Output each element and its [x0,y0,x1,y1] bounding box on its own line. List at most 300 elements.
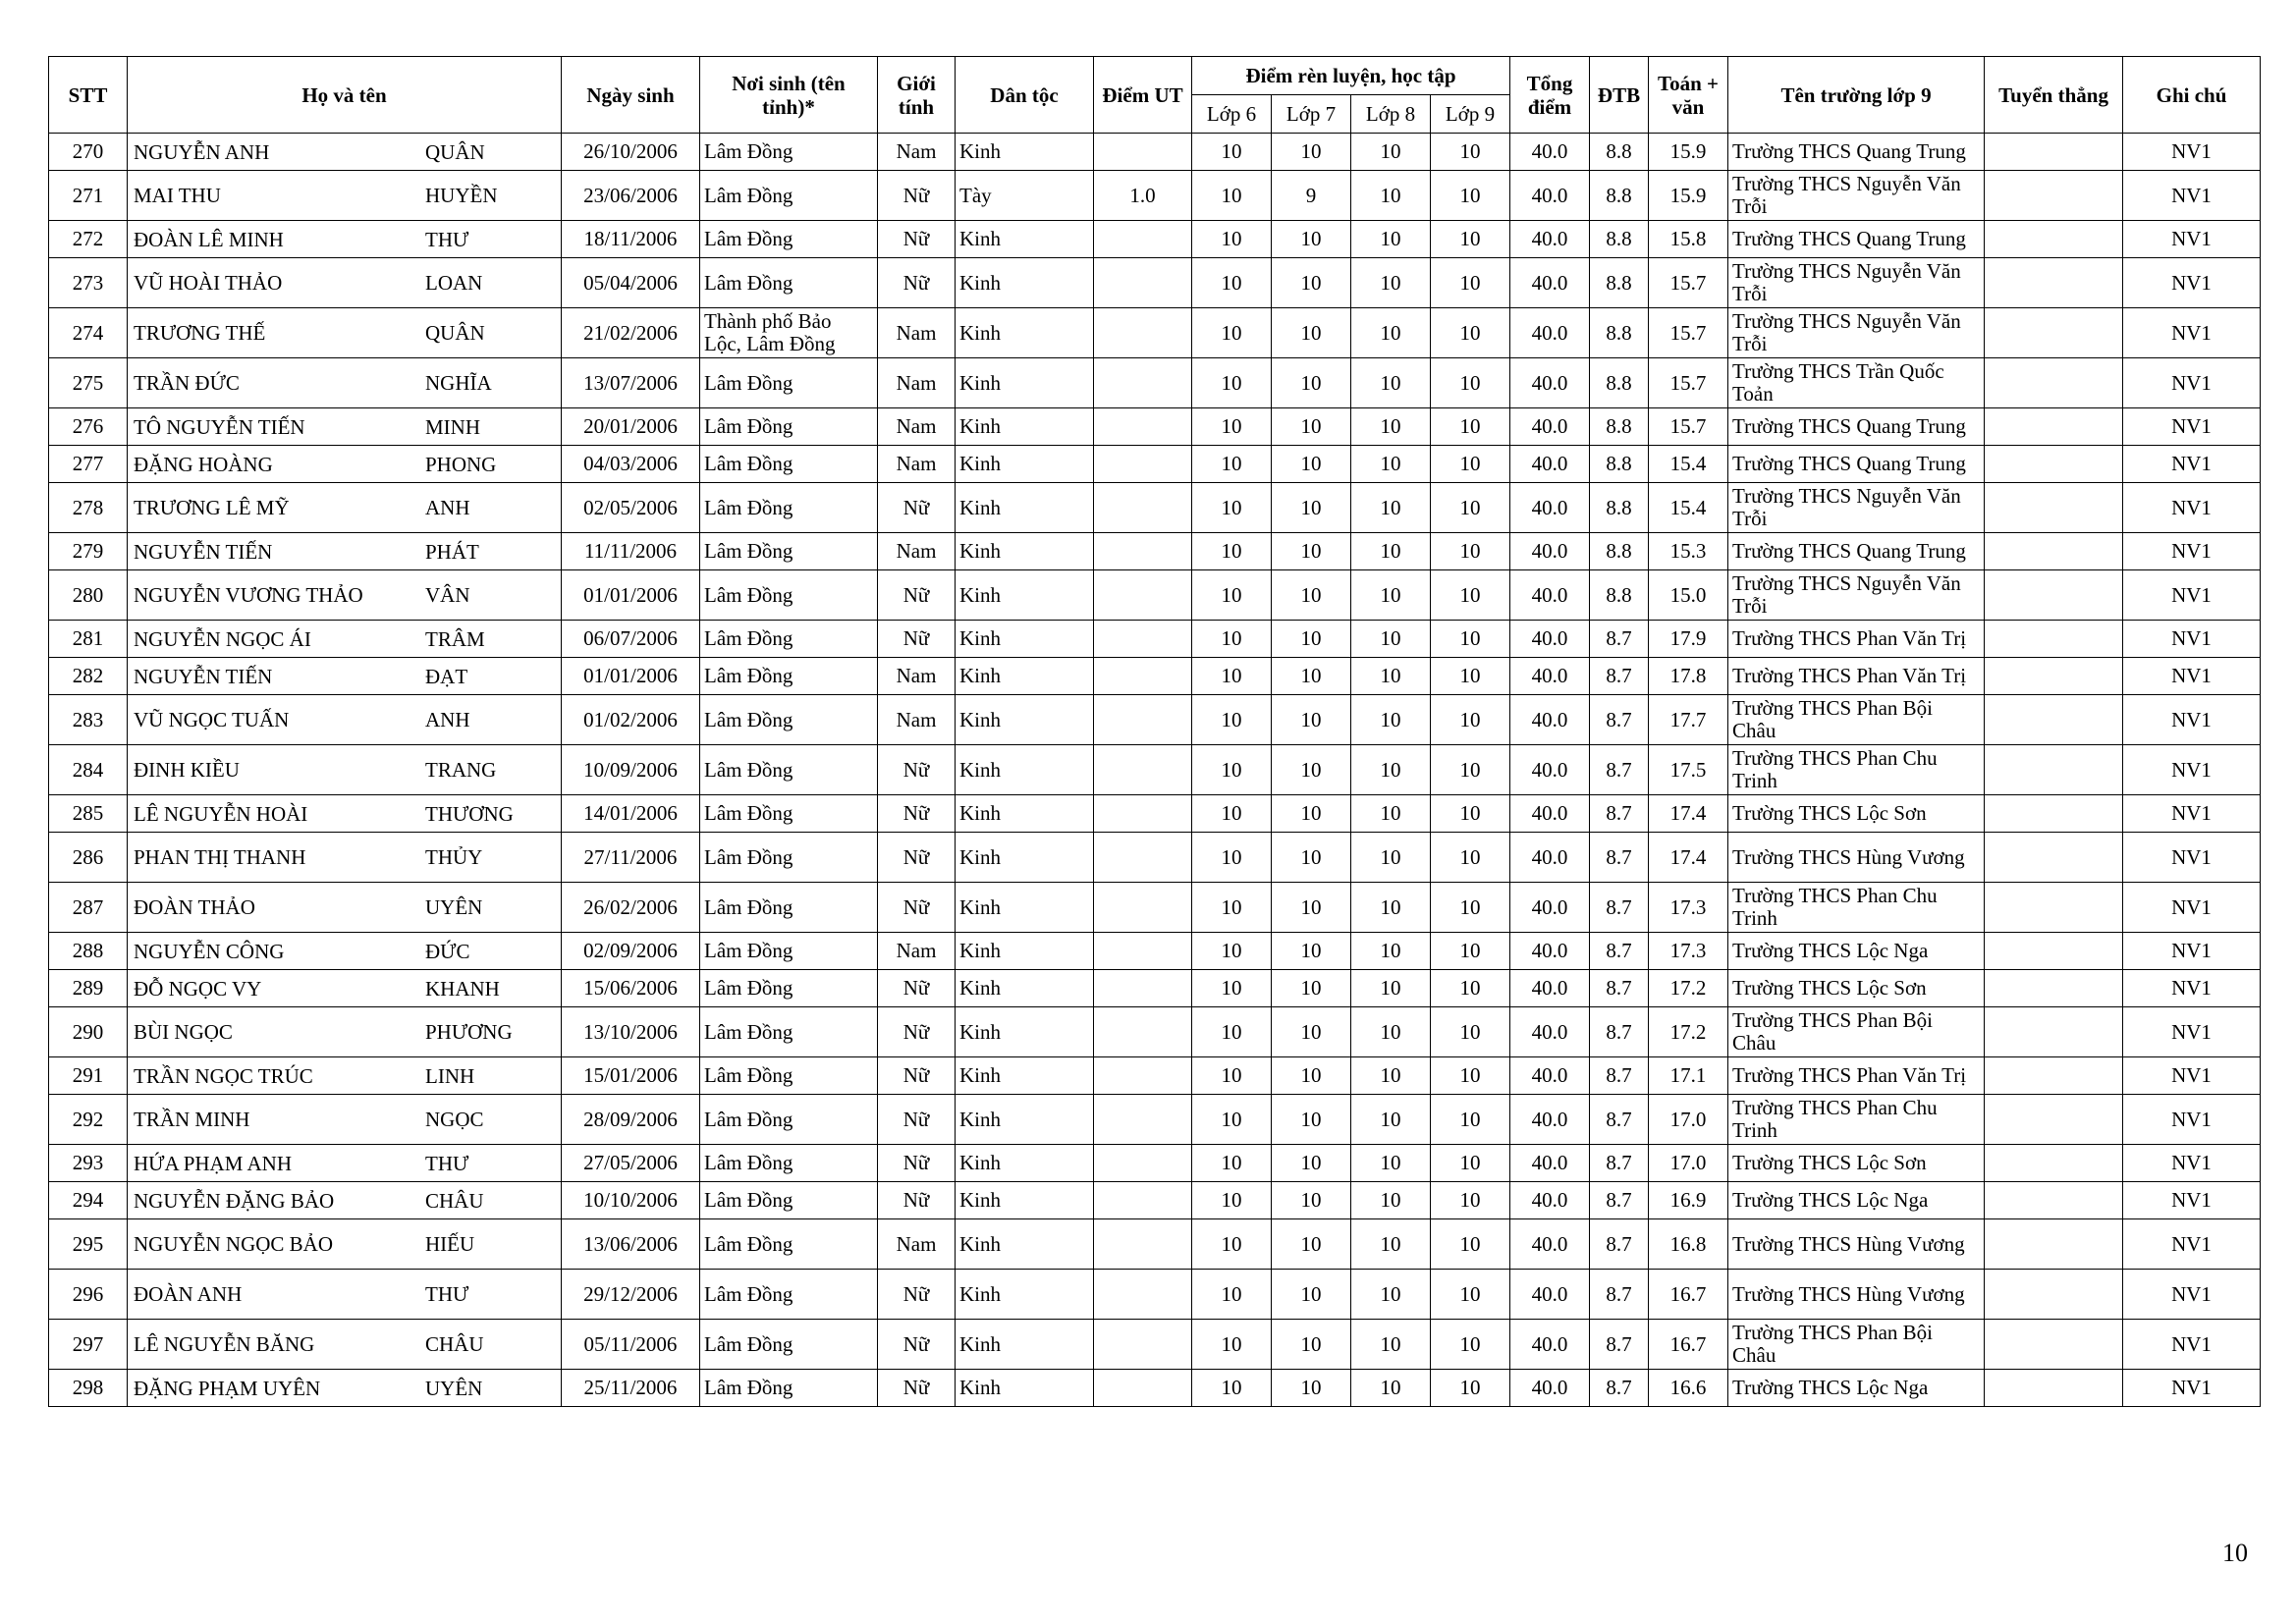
cell-dtb: 8.8 [1590,408,1649,446]
cell-ho-ten [128,1270,562,1320]
cell-ngay-sinh: 15/01/2006 [562,1057,700,1095]
cell-tong-diem: 40.0 [1510,1145,1590,1182]
cell-tong-diem: 40.0 [1510,258,1590,308]
cell-tong-diem: 40.0 [1510,933,1590,970]
cell-diem-ut [1094,933,1192,970]
cell-ghi-chu: NV1 [2123,483,2261,533]
cell-lop7: 10 [1272,695,1351,745]
cell-tong-diem: 40.0 [1510,1370,1590,1407]
cell-dtb: 8.7 [1590,933,1649,970]
cell-tuyen-thang [1985,258,2123,308]
cell-ngay-sinh: 13/07/2006 [562,358,700,408]
cell-ghi-chu: NV1 [2123,134,2261,171]
header-lop6: Lớp 6 [1192,95,1272,134]
cell-lop6: 10 [1192,308,1272,358]
cell-lop8: 10 [1351,658,1431,695]
surname-text: ĐẶNG HOÀNG [134,452,273,476]
cell-dan-toc: Kinh [956,695,1094,745]
cell-ngay-sinh: 02/09/2006 [562,933,700,970]
cell-tong-diem: 40.0 [1510,221,1590,258]
cell-noi-sinh: Lâm Đồng [700,745,878,795]
cell-ghi-chu: NV1 [2123,795,2261,833]
cell-noi-sinh: Lâm Đồng [700,883,878,933]
cell-toan-van: 15.9 [1649,171,1728,221]
cell-lop8: 10 [1351,533,1431,570]
cell-lop7: 10 [1272,258,1351,308]
cell-lop8: 10 [1351,171,1431,221]
cell-noi-sinh: Lâm Đồng [700,1219,878,1270]
header-ngay-sinh: Ngày sinh [562,57,700,134]
cell-lop9: 10 [1431,533,1510,570]
cell-tuyen-thang [1985,533,2123,570]
cell-ghi-chu: NV1 [2123,833,2261,883]
cell-ten-truong: Trường THCS Lộc Sơn [1728,1145,1985,1182]
cell-gioi-tinh: Nữ [878,258,956,308]
cell-lop8: 10 [1351,221,1431,258]
cell-noi-sinh: Lâm Đồng [700,171,878,221]
cell-ghi-chu: NV1 [2123,1182,2261,1219]
cell-ho-ten [128,695,562,745]
cell-tong-diem: 40.0 [1510,795,1590,833]
cell-lop8: 10 [1351,695,1431,745]
cell-tuyen-thang [1985,570,2123,621]
cell-ho-ten [128,483,562,533]
cell-ten-truong: Trường THCS Lộc Nga [1728,1182,1985,1219]
cell-noi-sinh: Lâm Đồng [700,358,878,408]
cell-stt: 275 [49,358,128,408]
cell-tong-diem: 40.0 [1510,308,1590,358]
table-row [49,358,2261,408]
cell-ten-truong: Trường THCS Phan Bội Châu [1728,1007,1985,1057]
cell-lop7: 9 [1272,171,1351,221]
cell-ten-truong: Trường THCS Phan Văn Trị [1728,658,1985,695]
cell-dtb: 8.8 [1590,258,1649,308]
cell-ho-ten [128,308,562,358]
given-name-text: THƯ [425,227,469,251]
table-body [49,134,2261,1407]
cell-lop6: 10 [1192,933,1272,970]
cell-stt: 290 [49,1007,128,1057]
cell-lop6: 10 [1192,1007,1272,1057]
cell-ho-ten [128,1370,562,1407]
cell-lop6: 10 [1192,408,1272,446]
cell-toan-van: 17.2 [1649,1007,1728,1057]
table-row [49,795,2261,833]
cell-dtb: 8.8 [1590,446,1649,483]
cell-toan-van: 17.4 [1649,833,1728,883]
cell-ten-truong: Trường THCS Phan Bội Châu [1728,1320,1985,1370]
cell-dan-toc: Kinh [956,883,1094,933]
table-row [49,1219,2261,1270]
cell-ho-ten [128,621,562,658]
cell-noi-sinh: Lâm Đồng [700,833,878,883]
cell-ngay-sinh: 01/01/2006 [562,658,700,695]
cell-lop7: 10 [1272,358,1351,408]
cell-lop8: 10 [1351,1370,1431,1407]
cell-stt: 272 [49,221,128,258]
cell-tuyen-thang [1985,833,2123,883]
cell-tuyen-thang [1985,1370,2123,1407]
header-ten-truong: Tên trường lớp 9 [1728,57,1985,134]
cell-gioi-tinh: Nam [878,933,956,970]
given-name-text: ANH [425,496,470,520]
cell-lop6: 10 [1192,258,1272,308]
cell-ten-truong: Trường THCS Phan Văn Trị [1728,621,1985,658]
cell-lop7: 10 [1272,483,1351,533]
cell-lop6: 10 [1192,745,1272,795]
cell-gioi-tinh: Nữ [878,483,956,533]
cell-dtb: 8.8 [1590,221,1649,258]
cell-tong-diem: 40.0 [1510,621,1590,658]
surname-text: NGUYỄN TIẾN [134,664,273,688]
cell-lop9: 10 [1431,658,1510,695]
cell-stt: 295 [49,1219,128,1270]
cell-dtb: 8.7 [1590,1057,1649,1095]
cell-gioi-tinh: Nam [878,1219,956,1270]
cell-dan-toc: Kinh [956,1145,1094,1182]
cell-ghi-chu: NV1 [2123,570,2261,621]
cell-lop8: 10 [1351,833,1431,883]
cell-tuyen-thang [1985,408,2123,446]
header-stt: STT [49,57,128,134]
cell-ten-truong: Trường THCS Hùng Vương [1728,833,1985,883]
cell-tong-diem: 40.0 [1510,658,1590,695]
cell-ghi-chu: NV1 [2123,1095,2261,1145]
cell-tong-diem: 40.0 [1510,358,1590,408]
cell-gioi-tinh: Nữ [878,1145,956,1182]
cell-tuyen-thang [1985,308,2123,358]
given-name-text: UYÊN [425,895,483,920]
cell-tong-diem: 40.0 [1510,533,1590,570]
cell-lop8: 10 [1351,408,1431,446]
cell-tuyen-thang [1985,1057,2123,1095]
cell-lop6: 10 [1192,795,1272,833]
given-name-text: QUÂN [425,139,485,164]
cell-lop7: 10 [1272,308,1351,358]
cell-lop8: 10 [1351,970,1431,1007]
cell-tuyen-thang [1985,1145,2123,1182]
cell-ngay-sinh: 01/02/2006 [562,695,700,745]
table-row [49,1145,2261,1182]
cell-stt: 280 [49,570,128,621]
cell-lop8: 10 [1351,1270,1431,1320]
cell-lop6: 10 [1192,1370,1272,1407]
surname-text: NGUYỄN NGỌC ÁI [134,626,311,651]
cell-diem-ut [1094,621,1192,658]
table-row [49,446,2261,483]
cell-ghi-chu: NV1 [2123,1370,2261,1407]
cell-noi-sinh: Lâm Đồng [700,1095,878,1145]
cell-stt: 283 [49,695,128,745]
cell-ngay-sinh: 13/10/2006 [562,1007,700,1057]
cell-tuyen-thang [1985,134,2123,171]
header-noi-sinh: Nơi sinh (tên tỉnh)* [700,57,878,134]
cell-lop7: 10 [1272,1219,1351,1270]
table-row [49,933,2261,970]
header-lop8: Lớp 8 [1351,95,1431,134]
cell-dtb: 8.8 [1590,483,1649,533]
cell-toan-van: 17.0 [1649,1145,1728,1182]
cell-ho-ten [128,258,562,308]
cell-noi-sinh: Lâm Đồng [700,795,878,833]
surname-text: ĐẶNG PHẠM UYÊN [134,1376,321,1400]
header-gioi-tinh: Giới tính [878,57,956,134]
cell-ghi-chu: NV1 [2123,258,2261,308]
cell-diem-ut [1094,1145,1192,1182]
cell-tuyen-thang [1985,745,2123,795]
cell-lop6: 10 [1192,833,1272,883]
cell-tong-diem: 40.0 [1510,408,1590,446]
cell-lop9: 10 [1431,134,1510,171]
cell-stt: 298 [49,1370,128,1407]
cell-toan-van: 17.4 [1649,795,1728,833]
cell-ho-ten [128,408,562,446]
cell-lop9: 10 [1431,1320,1510,1370]
cell-stt: 287 [49,883,128,933]
cell-diem-ut [1094,1007,1192,1057]
cell-ghi-chu: NV1 [2123,408,2261,446]
cell-ngay-sinh: 26/10/2006 [562,134,700,171]
cell-tuyen-thang [1985,1219,2123,1270]
cell-ghi-chu: NV1 [2123,221,2261,258]
cell-dan-toc: Kinh [956,621,1094,658]
cell-lop6: 10 [1192,695,1272,745]
cell-ho-ten [128,970,562,1007]
cell-lop7: 10 [1272,1007,1351,1057]
given-name-text: ĐẠT [425,664,468,688]
cell-tuyen-thang [1985,446,2123,483]
given-name-text: NGỌC [425,1108,484,1132]
cell-tong-diem: 40.0 [1510,134,1590,171]
cell-dtb: 8.7 [1590,1320,1649,1370]
cell-ghi-chu: NV1 [2123,883,2261,933]
cell-ho-ten [128,358,562,408]
cell-dtb: 8.7 [1590,1270,1649,1320]
cell-dan-toc: Kinh [956,1057,1094,1095]
cell-ho-ten [128,1057,562,1095]
table-row [49,1270,2261,1320]
cell-toan-van: 16.9 [1649,1182,1728,1219]
cell-noi-sinh: Lâm Đồng [700,533,878,570]
cell-ngay-sinh: 01/01/2006 [562,570,700,621]
cell-dtb: 8.7 [1590,1145,1649,1182]
table-row [49,1320,2261,1370]
cell-gioi-tinh: Nữ [878,883,956,933]
table-row [49,695,2261,745]
cell-ho-ten [128,1219,562,1270]
cell-lop9: 10 [1431,970,1510,1007]
cell-tong-diem: 40.0 [1510,1270,1590,1320]
cell-ngay-sinh: 04/03/2006 [562,446,700,483]
cell-gioi-tinh: Nam [878,533,956,570]
cell-toan-van: 17.3 [1649,933,1728,970]
cell-toan-van: 16.7 [1649,1270,1728,1320]
cell-dtb: 8.8 [1590,533,1649,570]
cell-toan-van: 16.6 [1649,1370,1728,1407]
cell-dan-toc: Kinh [956,221,1094,258]
cell-ten-truong: Trường THCS Quang Trung [1728,221,1985,258]
cell-ho-ten [128,933,562,970]
header-lop7: Lớp 7 [1272,95,1351,134]
cell-noi-sinh: Lâm Đồng [700,446,878,483]
cell-dtb: 8.7 [1590,1219,1649,1270]
header-lop9: Lớp 9 [1431,95,1510,134]
header-toan-van: Toán + văn [1649,57,1728,134]
surname-text: BÙI NGỌC [134,1020,233,1045]
cell-lop8: 10 [1351,483,1431,533]
header-dtb: ĐTB [1590,57,1649,134]
table-row [49,533,2261,570]
table-row [49,883,2261,933]
surname-text: TÔ NGUYỄN TIẾN [134,414,305,439]
cell-noi-sinh: Lâm Đồng [700,408,878,446]
cell-noi-sinh: Lâm Đồng [700,933,878,970]
cell-stt: 270 [49,134,128,171]
cell-lop6: 10 [1192,134,1272,171]
cell-lop6: 10 [1192,358,1272,408]
given-name-text: VÂN [425,583,470,608]
cell-gioi-tinh: Nam [878,408,956,446]
cell-lop8: 10 [1351,570,1431,621]
cell-lop8: 10 [1351,933,1431,970]
surname-text: TRƯƠNG THẾ [134,321,266,346]
cell-diem-ut [1094,358,1192,408]
cell-tong-diem: 40.0 [1510,833,1590,883]
cell-lop9: 10 [1431,1007,1510,1057]
cell-lop9: 10 [1431,1270,1510,1320]
cell-stt: 282 [49,658,128,695]
surname-text: TRẦN MINH [134,1108,250,1132]
header-diem-ut: Điểm UT [1094,57,1192,134]
cell-tuyen-thang [1985,358,2123,408]
cell-lop6: 10 [1192,1320,1272,1370]
header-diem-group: Điểm rèn luyện, học tập [1192,57,1510,95]
cell-stt: 279 [49,533,128,570]
cell-stt: 288 [49,933,128,970]
given-name-text: LOAN [425,271,483,296]
given-name-text: TRÂM [425,626,485,651]
cell-stt: 278 [49,483,128,533]
cell-stt: 289 [49,970,128,1007]
cell-lop8: 10 [1351,621,1431,658]
surname-text: HỨA PHẠM ANH [134,1151,292,1175]
cell-ngay-sinh: 25/11/2006 [562,1370,700,1407]
cell-lop6: 10 [1192,1057,1272,1095]
given-name-text: ANH [425,708,470,732]
given-name-text: PHONG [425,452,497,476]
cell-tong-diem: 40.0 [1510,695,1590,745]
surname-text: NGUYỄN TIẾN [134,539,273,564]
cell-lop6: 10 [1192,658,1272,695]
cell-diem-ut [1094,1182,1192,1219]
table-row [49,1182,2261,1219]
cell-dan-toc: Kinh [956,1182,1094,1219]
cell-ho-ten [128,658,562,695]
cell-tong-diem: 40.0 [1510,745,1590,795]
cell-gioi-tinh: Nữ [878,970,956,1007]
cell-tong-diem: 40.0 [1510,883,1590,933]
cell-ten-truong: Trường THCS Trần Quốc Toản [1728,358,1985,408]
cell-ho-ten [128,745,562,795]
cell-ho-ten [128,134,562,171]
cell-noi-sinh: Lâm Đồng [700,134,878,171]
cell-dan-toc: Kinh [956,933,1094,970]
cell-stt: 281 [49,621,128,658]
cell-ghi-chu: NV1 [2123,1145,2261,1182]
header-ghi-chu: Ghi chú [2123,57,2261,134]
cell-ten-truong: Trường THCS Phan Văn Trị [1728,1057,1985,1095]
cell-ghi-chu: NV1 [2123,745,2261,795]
cell-noi-sinh: Thành phố Bảo Lộc, Lâm Đồng [700,308,878,358]
cell-lop8: 10 [1351,358,1431,408]
cell-lop9: 10 [1431,1145,1510,1182]
cell-diem-ut [1094,745,1192,795]
cell-ngay-sinh: 15/06/2006 [562,970,700,1007]
cell-ngay-sinh: 11/11/2006 [562,533,700,570]
cell-lop8: 10 [1351,1007,1431,1057]
table-row [49,570,2261,621]
cell-lop6: 10 [1192,1145,1272,1182]
cell-tuyen-thang [1985,483,2123,533]
cell-ten-truong: Trường THCS Phan Bội Châu [1728,695,1985,745]
cell-ten-truong: Trường THCS Quang Trung [1728,134,1985,171]
cell-diem-ut [1094,483,1192,533]
cell-toan-van: 15.7 [1649,258,1728,308]
cell-tuyen-thang [1985,1007,2123,1057]
cell-ho-ten [128,446,562,483]
cell-dtb: 8.8 [1590,171,1649,221]
cell-gioi-tinh: Nữ [878,221,956,258]
cell-diem-ut [1094,258,1192,308]
cell-noi-sinh: Lâm Đồng [700,658,878,695]
cell-gioi-tinh: Nữ [878,171,956,221]
cell-lop6: 10 [1192,533,1272,570]
cell-tong-diem: 40.0 [1510,1182,1590,1219]
cell-toan-van: 17.3 [1649,883,1728,933]
given-name-text: PHÁT [425,539,479,564]
cell-gioi-tinh: Nữ [878,1320,956,1370]
cell-stt: 274 [49,308,128,358]
surname-text: NGUYỄN CÔNG [134,939,285,963]
cell-toan-van: 17.8 [1649,658,1728,695]
cell-diem-ut [1094,221,1192,258]
table-row [49,221,2261,258]
cell-ho-ten [128,833,562,883]
cell-tuyen-thang [1985,1270,2123,1320]
surname-text: NGUYỄN VƯƠNG THẢO [134,583,363,608]
cell-diem-ut [1094,695,1192,745]
cell-lop9: 10 [1431,446,1510,483]
cell-ngay-sinh: 10/09/2006 [562,745,700,795]
cell-ghi-chu: NV1 [2123,308,2261,358]
cell-lop7: 10 [1272,1182,1351,1219]
cell-ghi-chu: NV1 [2123,1219,2261,1270]
cell-lop6: 10 [1192,1270,1272,1320]
cell-ghi-chu: NV1 [2123,621,2261,658]
cell-diem-ut [1094,1320,1192,1370]
cell-lop8: 10 [1351,1182,1431,1219]
cell-ngay-sinh: 10/10/2006 [562,1182,700,1219]
cell-ghi-chu: NV1 [2123,1320,2261,1370]
cell-ten-truong: Trường THCS Quang Trung [1728,446,1985,483]
cell-lop9: 10 [1431,221,1510,258]
cell-toan-van: 17.2 [1649,970,1728,1007]
cell-dan-toc: Kinh [956,408,1094,446]
given-name-text: LINH [425,1063,475,1088]
page-number: 10 [2222,1539,2248,1567]
cell-dtb: 8.7 [1590,695,1649,745]
cell-lop9: 10 [1431,258,1510,308]
